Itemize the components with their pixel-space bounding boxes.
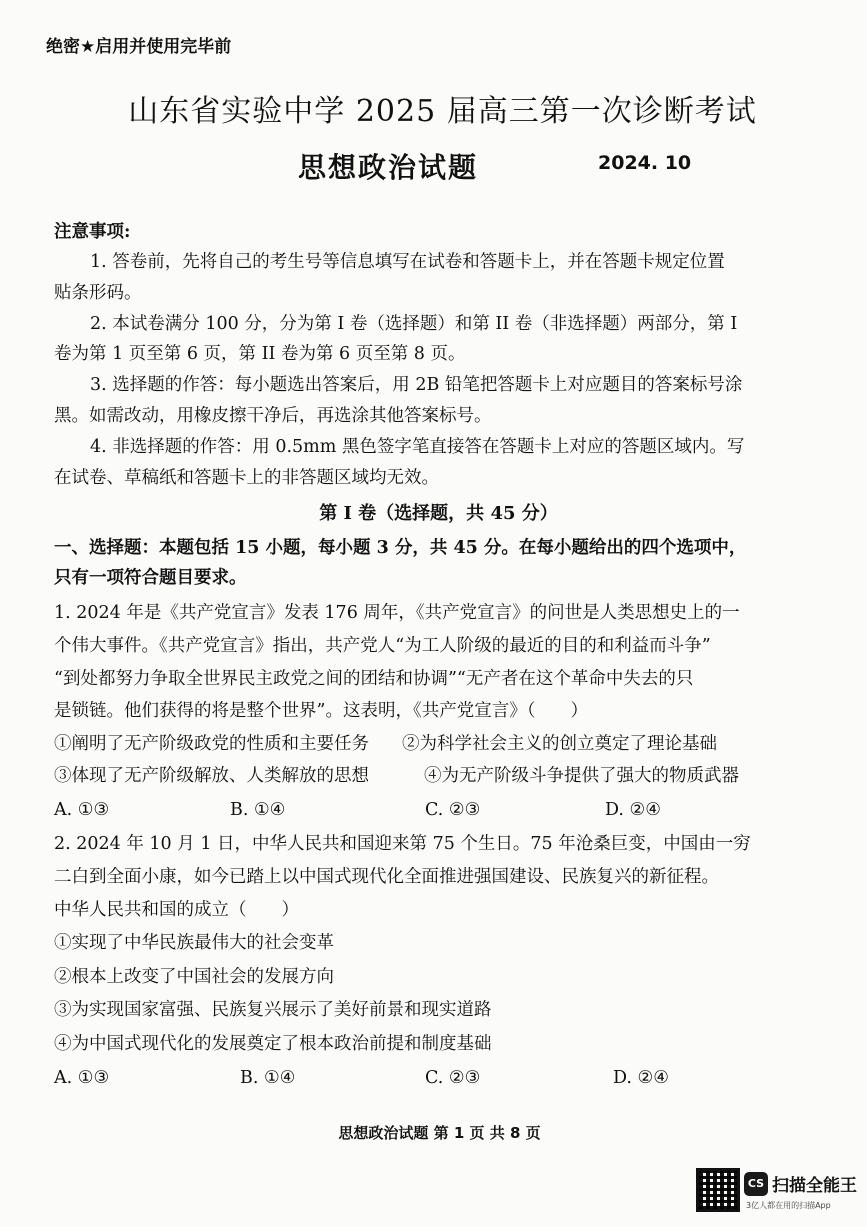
- notes-line: 1. 答卷前，先将自己的考生号等信息填写在试卷和答题卡上，并在答题卡规定位置: [90, 252, 725, 272]
- notes-line: 贴条形码。: [54, 283, 142, 303]
- camscanner-logo-icon: CS: [744, 1172, 768, 1196]
- notes-line: 黑。如需改动，用橡皮擦干净后，再选涂其他答案标号。: [54, 406, 492, 426]
- q1-statement: ④为无产阶级斗争提供了强大的物质武器: [424, 766, 739, 786]
- q2-statement: ③为实现国家富强、民族复兴展示了美好前景和现实道路: [54, 1000, 492, 1020]
- q2-option-c: C. ②③: [425, 1068, 481, 1088]
- q2-option-a: A. ①③: [54, 1068, 110, 1088]
- secret-label: 绝密★启用并使用完毕前: [46, 37, 232, 57]
- notes-line: 卷为第 1 页至第 6 页，第 II 卷为第 6 页至第 8 页。: [54, 344, 466, 364]
- q1-statement: ③体现了无产阶级解放、人类解放的思想: [54, 766, 369, 786]
- camscanner-name: 扫描全能王: [772, 1176, 857, 1196]
- section-instruction: 一、选择题：本题包括 15 小题，每小题 3 分，共 45 分。在每小题给出的四个选项中，: [54, 538, 747, 558]
- q1-statement: ①阐明了无产阶级政党的性质和主要任务: [54, 734, 369, 754]
- section-title: 第 I 卷（选择题，共 45 分）: [319, 503, 558, 524]
- q1-stem: 是锁链。他们获得的将是整个世界”。这表明，《共产党宣言》（ ）: [54, 701, 588, 721]
- notes-heading: 注意事项:: [54, 222, 131, 242]
- camscanner-tagline: 3亿人都在用的扫描App: [746, 1201, 831, 1210]
- exam-title: 山东省实验中学 2025 届高三第一次诊断考试: [128, 94, 757, 129]
- q2-statement: ①实现了中华民族最伟大的社会变革: [54, 933, 334, 953]
- q1-option-b: B. ①④: [230, 800, 286, 820]
- exam-date: 2024. 10: [598, 152, 692, 174]
- section-instruction: 只有一项符合题目要求。: [54, 568, 247, 588]
- q1-stem: 1. 2024 年是《共产党宣言》发表 176 周年，《共产党宣言》的问世是人类思想史上的一: [54, 603, 740, 623]
- qr-code-icon: [696, 1168, 740, 1212]
- q1-statement: ②为科学社会主义的创立奠定了理论基础: [402, 734, 717, 754]
- notes-line: 3. 选择题的作答：每小题选出答案后，用 2B 铅笔把答题卡上对应题目的答案标号涂: [90, 375, 743, 395]
- notes-line: 4. 非选择题的作答：用 0.5mm 黑色签字笔直接答在答题卡上对应的答题区域内。写: [90, 437, 745, 457]
- q1-stem: 个伟大事件。《共产党宣言》指出，共产党人“为工人阶级的最近的目的和利益而斗争”: [54, 636, 711, 656]
- q2-stem: 2. 2024 年 10 月 1 日，中华人民共和国迎来第 75 个生日。75 年沧桑巨变，中国由一穷: [54, 834, 751, 854]
- q1-option-a: A. ①③: [54, 800, 110, 820]
- q2-option-b: B. ①④: [240, 1068, 296, 1088]
- q2-stem: 二白到全面小康，如今已踏上以中国式现代化全面推进强国建设、民族复兴的新征程。: [54, 867, 719, 887]
- q2-statement: ②根本上改变了中国社会的发展方向: [54, 967, 334, 987]
- q1-option-c: C. ②③: [425, 800, 481, 820]
- notes-line: 2. 本试卷满分 100 分，分为第 I 卷（选择题）和第 II 卷（非选择题）两部分，第 I: [90, 314, 738, 334]
- q1-option-d: D. ②④: [605, 800, 661, 820]
- subject-title: 思想政治试题: [298, 151, 479, 184]
- q2-option-d: D. ②④: [613, 1068, 669, 1088]
- notes-line: 在试卷、草稿纸和答题卡上的非答题区域均无效。: [54, 468, 439, 488]
- q1-stem: “到处都努力争取全世界民主政党之间的团结和协调”“无产者在这个革命中失去的只: [54, 669, 694, 689]
- q2-statement: ④为中国式现代化的发展奠定了根本政治前提和制度基础: [54, 1034, 492, 1054]
- page-footer: 思想政治试题 第 1 页 共 8 页: [338, 1124, 541, 1142]
- q2-stem: 中华人民共和国的成立（ ）: [54, 900, 299, 920]
